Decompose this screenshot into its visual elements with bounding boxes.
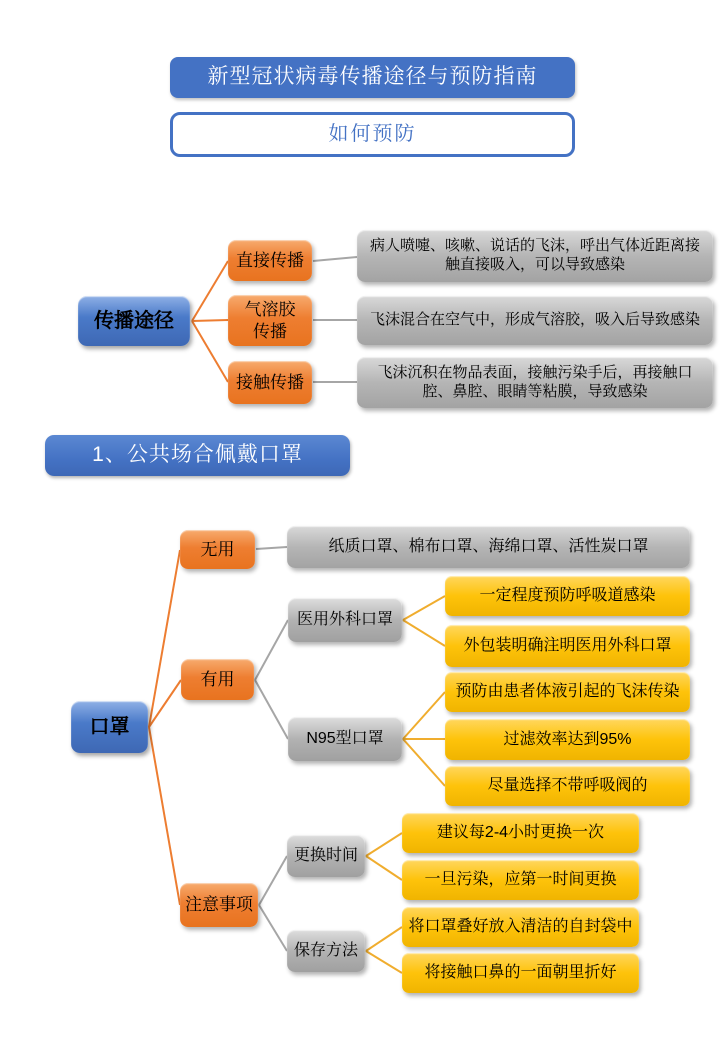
n95-point-0: 预防由患者体液引起的飞沫传染: [445, 672, 690, 712]
topic-replace-time: 更换时间: [287, 835, 365, 877]
mask-branch-notes: 注意事项: [180, 883, 258, 927]
replace-point-0: 建议每2-4小时更换一次: [402, 813, 639, 853]
transmission-desc-contact: 飞沫沉积在物品表面，接触污染手后，再接触口腔、鼻腔、眼睛等粘膜，导致感染: [357, 357, 713, 408]
surgical-point-1: 外包装明确注明医用外科口罩: [445, 625, 690, 667]
transmission-desc-aerosol: 飞沫混合在空气中，形成气溶胶，吸入后导致感染: [357, 296, 713, 345]
transmission-branch-direct: 直接传播: [228, 240, 312, 281]
useless-masks-desc: 纸质口罩、棉布口罩、海绵口罩、活性炭口罩: [287, 526, 690, 568]
transmission-desc-direct: 病人喷嚏、咳嗽、说话的飞沫，呼出气体近距离接触直接吸入，可以导致感染: [357, 230, 713, 282]
mask-root-node: 口罩: [71, 701, 148, 753]
how-to-prevent-title: 如何预防: [170, 112, 575, 157]
transmission-branch-contact: 接触传播: [228, 361, 312, 404]
main-title: 新型冠状病毒传播途径与预防指南: [170, 57, 575, 98]
mask-type-surgical: 医用外科口罩: [288, 598, 402, 642]
storage-point-1: 将接触口鼻的一面朝里折好: [402, 953, 639, 993]
topic-storage: 保存方法: [287, 930, 365, 972]
orange-connectors: [149, 261, 228, 905]
mask-branch-useful: 有用: [181, 659, 254, 700]
surgical-point-0: 一定程度预防呼吸道感染: [445, 576, 690, 616]
mask-type-n95: N95型口罩: [288, 717, 402, 761]
transmission-branch-aerosol: 气溶胶传播: [228, 295, 312, 346]
n95-point-2: 尽量选择不带呼吸阀的: [445, 766, 690, 806]
n95-point-1: 过滤效率达到95%: [445, 719, 690, 760]
storage-point-0: 将口罩叠好放入清洁的自封袋中: [402, 907, 639, 947]
transmission-root-node: 传播途径: [78, 296, 190, 346]
section1-heading: 1、公共场合佩戴口罩: [45, 435, 350, 476]
mask-branch-useless: 无用: [180, 530, 255, 569]
replace-point-1: 一旦污染，应第一时间更换: [402, 860, 639, 900]
